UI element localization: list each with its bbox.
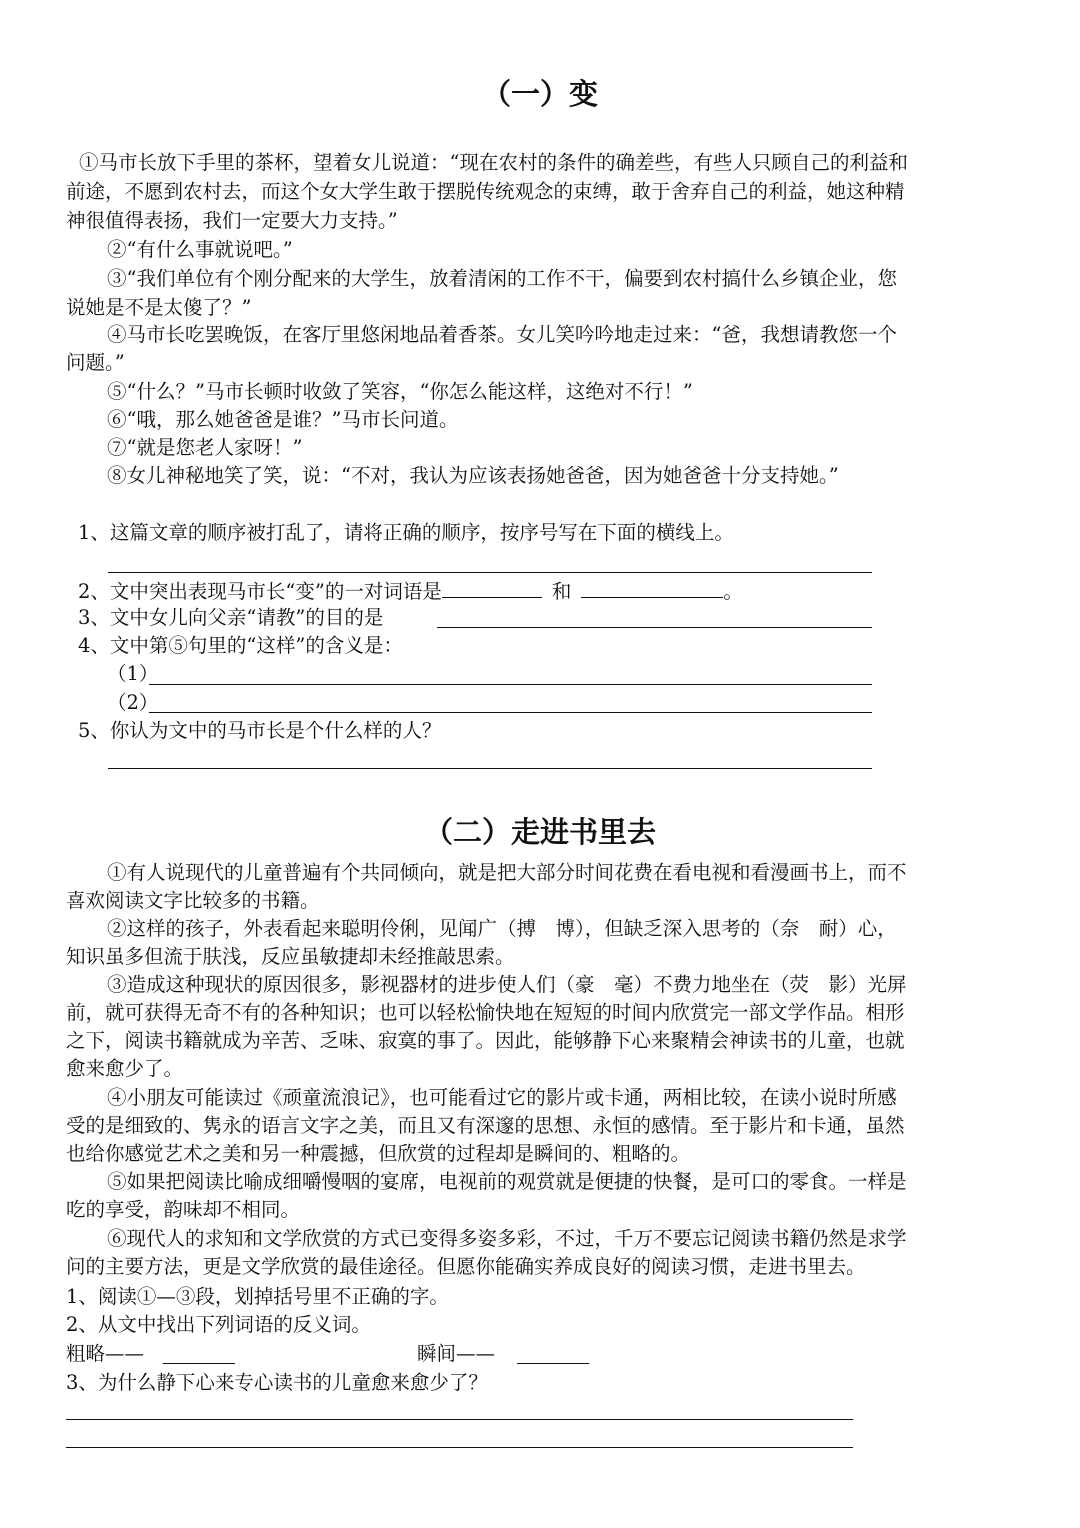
s2-paragraph-line: ⑥现代人的求知和文学欣赏的方式已变得多姿多彩，不过，千万不要忘记阅读书籍仍然是求学 bbox=[107, 1227, 907, 1250]
s2-paragraph-line: 前，就可获得无奇不有的各种知识；也可以轻松愉快地在短短的时间内欣赏完一部文学作品。相形 bbox=[66, 1001, 905, 1024]
s1-q2-blank-1[interactable] bbox=[442, 577, 542, 598]
s1-answer-line-4-2[interactable] bbox=[149, 712, 872, 713]
s2-paragraph-line: 知识虽多但流于肤浅，反应虽敏捷却未经推敲思索。 bbox=[66, 945, 515, 968]
s1-paragraph-line: ③“我们单位有个刚分配来的大学生，放着清闲的工作不干，偏要到农村搞什么乡镇企业，您 bbox=[107, 267, 897, 290]
s2-question-3: 3、为什么静下心来专心读书的儿童愈来愈少了？ bbox=[66, 1371, 488, 1394]
s1-paragraph-line: 前途，不愿到农村去，而这个女大学生敢于摆脱传统观念的束缚，敢于舍弃自己的利益，她这种精 bbox=[66, 180, 905, 203]
s1-paragraph-line: ⑤“什么？”马市长顿时收敛了笑容，“你怎么能这样，这绝对不行！” bbox=[107, 380, 693, 403]
s1-paragraph-line: 问题。” bbox=[66, 351, 125, 374]
s2-paragraph-line: 吃的享受，韵味却不相同。 bbox=[66, 1198, 301, 1221]
s2-paragraph-line: ①有人说现代的儿童普遍有个共同倾向，就是把大部分时间花费在看电视和看漫画书上，而不 bbox=[107, 861, 907, 884]
s2-paragraph-line: 问的主要方法，更是文学欣赏的最佳途径。但愿你能确实养成良好的阅读习惯，走进书里去。 bbox=[66, 1255, 866, 1278]
s2-paragraph-line: ③造成这种现状的原因很多，影视器材的进步使人们（豪 毫）不费力地坐在（荧 影）光屏 bbox=[107, 973, 907, 996]
s1-question-4: 4、文中第⑤句里的“这样”的含义是： bbox=[78, 634, 403, 657]
s2-question-2: 2、从文中找出下列词语的反义词。 bbox=[66, 1313, 371, 1336]
s1-question-1: 1、这篇文章的顺序被打乱了，请将正确的顺序，按序号写在下面的横线上。 bbox=[78, 521, 734, 544]
section2-title: （二）走进书里去 bbox=[423, 815, 656, 849]
s1-answer-line-3[interactable] bbox=[437, 627, 872, 628]
s1-q2-blank-2[interactable] bbox=[581, 577, 723, 598]
s2-paragraph-line: 也给你感觉艺术之美和另一种震撼，但欣赏的过程却是瞬间的、粗略的。 bbox=[66, 1142, 691, 1165]
s2-paragraph-line: 之下，阅读书籍就成为辛苦、乏味、寂寞的事了。因此，能够静下心来聚精会神读书的儿童，也就 bbox=[66, 1029, 905, 1052]
s2-paragraph-line: 喜欢阅读文字比较多的书籍。 bbox=[66, 889, 320, 912]
s1-paragraph-line: ①马市长放下手里的茶杯，望着女儿说道：“现在农村的条件的确差些，有些人只顾自己的利益和 bbox=[79, 151, 908, 174]
s1-q4-sub-1: （1） bbox=[107, 662, 159, 685]
s2-paragraph-line: ④小朋友可能读过《顽童流浪记》，也可能看过它的影片或卡通，两相比较，在读小说时所感 bbox=[107, 1086, 897, 1109]
s1-answer-line-1[interactable] bbox=[108, 572, 872, 573]
s1-q4-sub-2: （2） bbox=[107, 691, 159, 714]
s1-paragraph-line: ⑥“哦，那么她爸爸是谁？”马市长问道。 bbox=[107, 408, 459, 431]
s1-paragraph-line: ④马市长吃罢晚饭，在客厅里悠闲地品着香茶。女儿笑吟吟地走过来：“爸，我想请教您一个 bbox=[107, 323, 897, 346]
section1-title: （一）变 bbox=[481, 77, 598, 111]
s1-question-5: 5、你认为文中的马市长是个什么样的人？ bbox=[78, 719, 442, 742]
s2-paragraph-line: ⑤如果把阅读比喻成细嚼慢咽的宴席，电视前的观赏就是便捷的快餐，是可口的零食。一样是 bbox=[107, 1170, 907, 1193]
s1-q2-end: 。 bbox=[723, 580, 743, 603]
s1-question-2 bbox=[78, 577, 743, 605]
s2-paragraph-line: 受的是细致的、隽永的语言文字之美，而且又有深邃的思想、永恒的感情。至于影片和卡通，虽然 bbox=[66, 1114, 905, 1137]
s2-q2-word-2: 瞬间—— bbox=[417, 1342, 496, 1365]
s2-paragraph-line: 愈来愈少了。 bbox=[66, 1057, 184, 1080]
s2-answer-line-2[interactable] bbox=[66, 1447, 853, 1448]
s1-paragraph-line: ②“有什么事就说吧。” bbox=[107, 238, 293, 261]
s1-answer-line-5[interactable] bbox=[108, 768, 872, 769]
s1-paragraph-line: 神很值得表扬，我们一定要大力支持。” bbox=[66, 209, 398, 232]
s1-question-2-text: 2、文中突出表现马市长“变”的一对词语是 bbox=[78, 580, 442, 603]
s1-paragraph-line: ⑧女儿神秘地笑了笑，说：“不对，我认为应该表扬她爸爸，因为她爸爸十分支持她。” bbox=[107, 464, 839, 487]
s2-q2-blank-2[interactable] bbox=[517, 1363, 589, 1364]
s2-question-1: 1、阅读①—③段，划掉括号里不正确的字。 bbox=[66, 1285, 449, 1308]
s1-answer-line-4-1[interactable] bbox=[149, 684, 872, 685]
s1-paragraph-line: ⑦“就是您老人家呀！” bbox=[107, 436, 303, 459]
s1-q2-and: 和 bbox=[551, 580, 572, 603]
s1-paragraph-line: 说她是不是太傻了？” bbox=[66, 296, 252, 319]
s2-paragraph-line: ②这样的孩子，外表看起来聪明伶俐，见闻广（搏 博），但缺乏深入思考的（奈 耐）心， bbox=[107, 917, 897, 940]
s2-q2-word-1: 粗略—— bbox=[66, 1342, 145, 1365]
s2-answer-line-1[interactable] bbox=[66, 1419, 853, 1420]
s2-q2-blank-1[interactable] bbox=[163, 1363, 235, 1364]
s1-question-3: 3、文中女儿向父亲“请教”的目的是 bbox=[78, 606, 384, 629]
